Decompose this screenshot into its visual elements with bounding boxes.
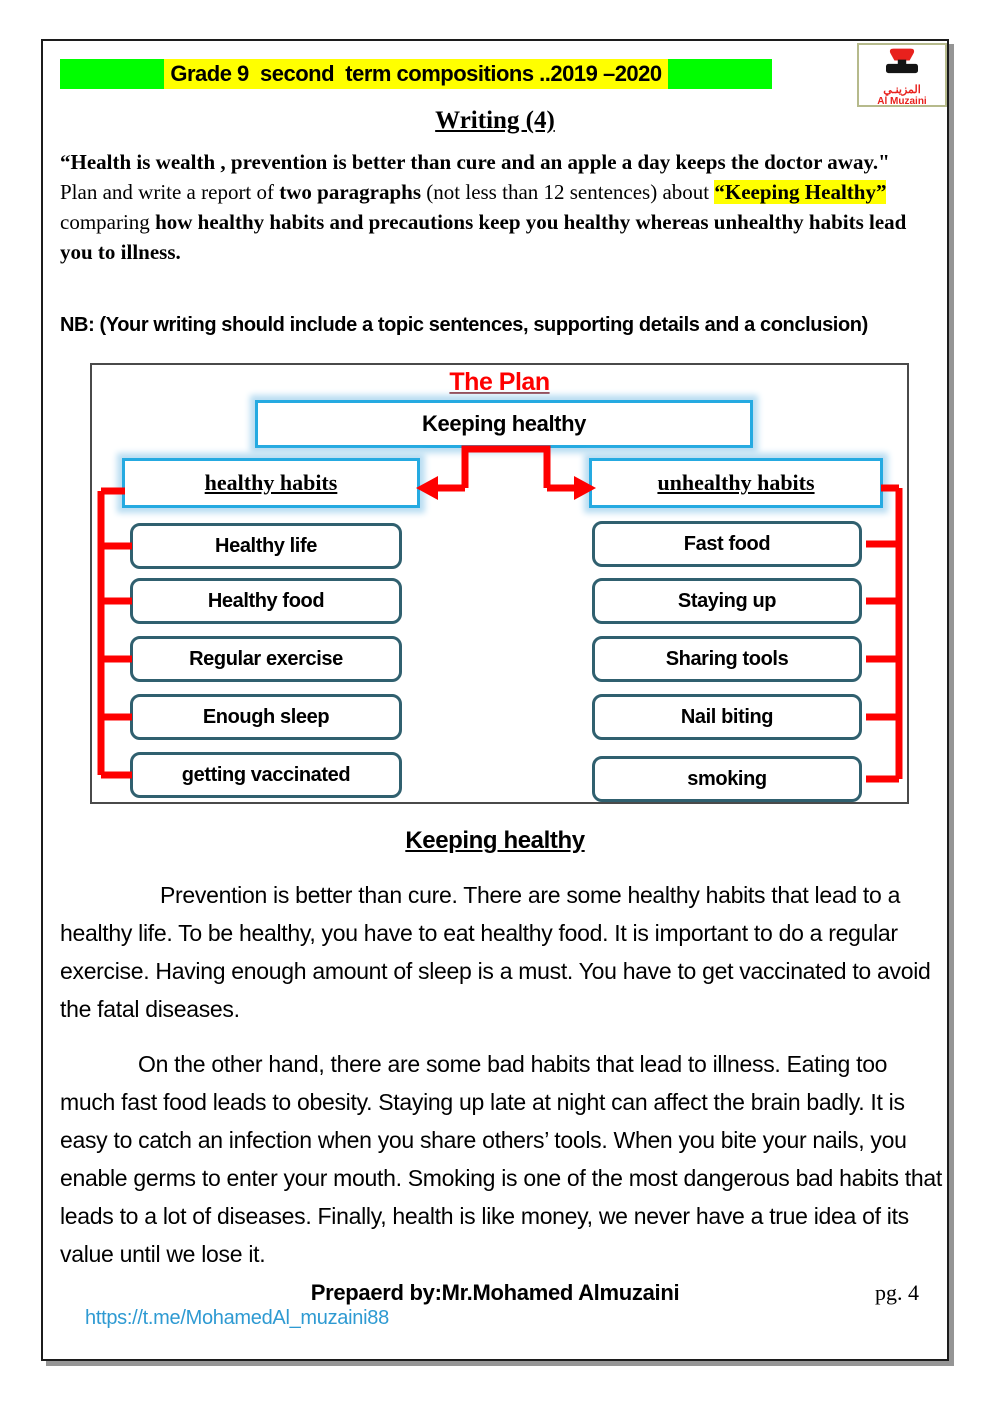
telegram-link[interactable]: https://t.me/MohamedAl_muzaini88	[85, 1307, 389, 1329]
plan-diagram	[90, 363, 909, 804]
almuzaini-logo	[857, 43, 947, 107]
page-number: pg. 4	[875, 1280, 919, 1305]
stamp-icon	[876, 47, 928, 84]
document-page	[41, 39, 949, 1361]
plan-left-item: getting vaccinated	[130, 752, 402, 798]
plan-right-item: smoking	[592, 756, 862, 802]
page-title: Writing (4)	[435, 107, 555, 134]
prompt-highlight: “Keeping Healthy”	[714, 180, 887, 204]
prompt-bold-2: how healthy habits and precautions keep you healthy whereas unhealthy habits lead you to illness.	[60, 210, 907, 264]
plan-left-header: healthy habits	[122, 458, 420, 508]
plan-left-item: Healthy food	[130, 578, 402, 624]
prompt-quote: “Health is wealth , prevention is better than cure and an apple a day keeps the doctor away."	[60, 150, 890, 174]
plan-right-item: Staying up	[592, 578, 862, 624]
logo-latin-text: Al Muzaini	[877, 96, 927, 107]
writing-prompt	[60, 147, 940, 267]
arrowhead-icons	[416, 476, 596, 500]
plan-left-item: Healthy life	[130, 523, 402, 569]
plan-left-item: Enough sleep	[130, 694, 402, 740]
nb-note: NB: (Your writing should include a topic sentences, supporting details and a conclusion)	[60, 314, 868, 336]
plan-right-item: Fast food	[592, 521, 862, 567]
essay-paragraph-2: On the other hand, there are some bad habits that lead to illness. Eating too much fast food leads to obesity. Staying up late at night can affect the brain badly. It is easy to catch an infection when you share others’ tools. When you bite your nails, you enable germs to enter your mouth. Smoking is one of the most dangerous bad habits that leads to a lot of diseases. Finally, health is like money, we never have a true idea of its value until we lose it.	[60, 1051, 942, 1267]
prompt-text-3: comparing	[60, 210, 156, 234]
essay-title: Keeping healthy	[405, 827, 585, 854]
essay-paragraph-1: Prevention is better than cure. There are some healthy habits that lead to a healthy life. To be healthy, you have to eat healthy food. It is important to do a regular exercise. Having enough amount of sleep is a must. You have to get vaccinated to avoid the fatal diseases.	[60, 882, 931, 1022]
banner-title: Grade 9 second term compositions ..2019 –2020	[164, 59, 667, 89]
plan-root-box: Keeping healthy	[255, 400, 753, 448]
plan-title: The Plan	[449, 368, 550, 396]
plan-right-header: unhealthy habits	[589, 458, 883, 508]
prompt-bold-1: two paragraphs	[279, 180, 422, 204]
prepared-by: Prepaerd by:Mr.Mohamed Almuzaini	[310, 1280, 680, 1305]
logo-arabic-text: المزينـي	[883, 84, 921, 96]
plan-left-item: Regular exercise	[130, 636, 402, 682]
prompt-text-2: (not less than 12 sentences) about	[421, 180, 715, 204]
header-banner	[60, 59, 772, 89]
plan-right-item: Sharing tools	[592, 636, 862, 682]
plan-right-item: Nail biting	[592, 694, 862, 740]
prompt-text-1: Plan and write a report of	[60, 180, 280, 204]
